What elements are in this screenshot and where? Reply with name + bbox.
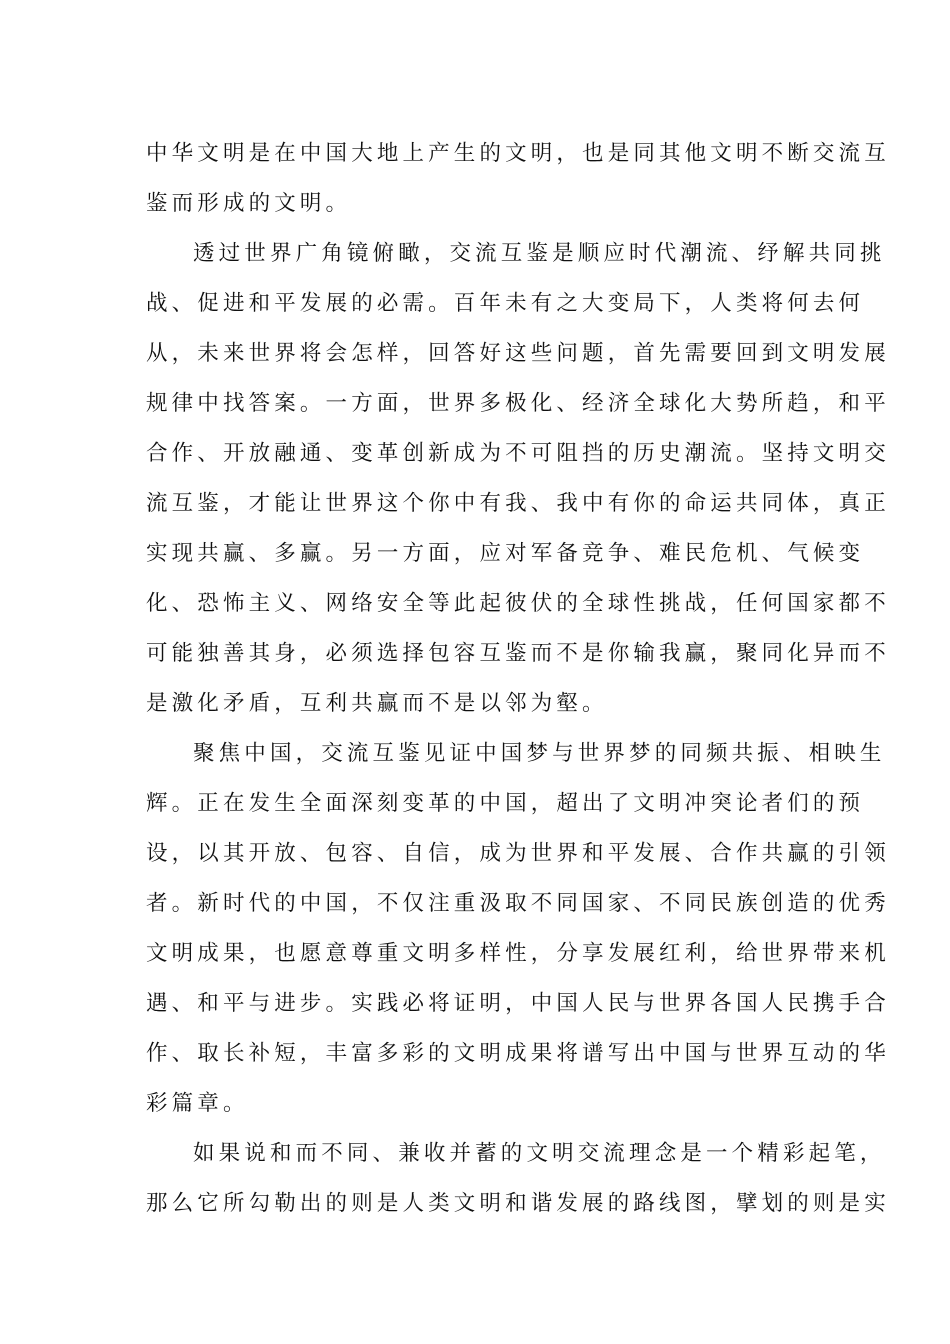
article-body: [146, 129, 890, 1229]
text-line: 战、促进和平发展的必需。百年未有之大变局下，人类将何去何: [146, 291, 865, 316]
text-line: 文明成果，也愿意尊重文明多样性，分享发展红利，给世界带来机: [146, 941, 890, 966]
text-line: 作、取长补短，丰富多彩的文明成果将谱写出中国与世界互动的华: [146, 1041, 890, 1066]
text-line: 从，未来世界将会怎样，回答好这些问题，首先需要回到文明发展: [146, 341, 890, 366]
text-line: 是激化矛盾，互利共赢而不是以邻为壑。: [146, 691, 608, 716]
text-line: 可能独善其身，必须选择包容互鉴而不是你输我赢，聚同化异而不: [146, 641, 890, 666]
text-line: 鉴而形成的文明。: [146, 191, 352, 216]
paragraph-first-line: 如果说和而不同、兼收并蓄的文明交流理念是一个精彩起笔，: [193, 1141, 886, 1166]
paragraph-first-line: 聚焦中国，交流互鉴见证中国梦与世界梦的同频共振、相映生: [193, 741, 886, 766]
paragraph-first-line: 透过世界广角镜俯瞰，交流互鉴是顺应时代潮流、纾解共同挑: [193, 241, 886, 266]
text-line: 中华文明是在中国大地上产生的文明，也是同其他文明不断交流互: [146, 141, 890, 166]
text-line: 遇、和平与进步。实践必将证明，中国人民与世界各国人民携手合: [146, 991, 890, 1016]
text-line: 辉。正在发生全面深刻变革的中国，超出了文明冲突论者们的预: [146, 791, 865, 816]
text-line: 彩篇章。: [146, 1091, 249, 1116]
text-line: 规律中找答案。一方面，世界多极化、经济全球化大势所趋，和平: [146, 391, 890, 416]
text-line: 合作、开放融通、变革创新成为不可阻挡的历史潮流。坚持文明交: [146, 441, 890, 466]
text-line: 那么它所勾勒出的则是人类文明和谐发展的路线图，擘划的则是实: [146, 1191, 890, 1216]
text-line: 流互鉴，才能让世界这个你中有我、我中有你的命运共同体，真正: [146, 491, 890, 516]
text-line: 化、恐怖主义、网络安全等此起彼伏的全球性挑战，任何国家都不: [146, 591, 890, 616]
text-line: 实现共赢、多赢。另一方面，应对军备竞争、难民危机、气候变: [146, 541, 865, 566]
text-line: 者。新时代的中国，不仅注重汲取不同国家、不同民族创造的优秀: [146, 891, 890, 916]
text-line: 设，以其开放、包容、自信，成为世界和平发展、合作共赢的引领: [146, 841, 890, 866]
